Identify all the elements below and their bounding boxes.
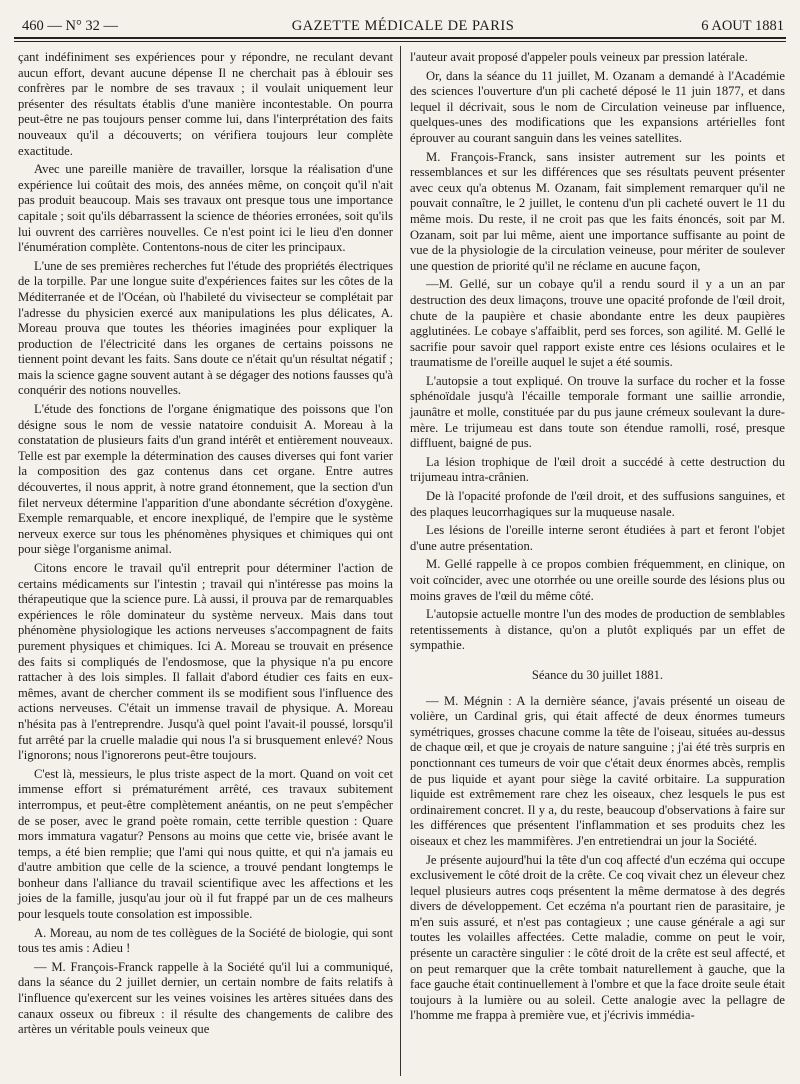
paragraph: çant indéfiniment ses expériences pour y répondre, ne reculant devant aucun effort, devant aucune dépense Il ne cherchait pas à éblouir ses confrères par le nombre de ses travaux ; il voulait uniquement leur présenter des résultats établis d'une manière incontestable. On pourra peut-être ne pas toujours penser comme lui, dans l'interprétation des faits nouveaux qu'il a découverts; on vérifiera toujours leur complète exactitude. (18, 50, 393, 158)
paragraph: M. Gellé rappelle à ce propos combien fréquemment, en clinique, on voit coïncider, avec une otorrhée ou une oreille sourde des lésions plus ou moins graves de l'œil du même côté. (410, 557, 785, 603)
journal-title: GAZETTE MÉDICALE DE PARIS (291, 18, 515, 34)
paragraph: Or, dans la séance du 11 juillet, M. Ozanam a demandé à l'Académie des sciences l'ouverture d'un pli cacheté déposé le 11 juin 1877, et dans lequel il décrivait, sous le nom de Circulation veineuse par influence, quelques-unes des modifications que les expansions artérielles font éprouver au courant sanguin dans les veines satellites. (410, 68, 785, 145)
paragraph: Citons encore le travail qu'il entreprit pour déterminer l'action de certains médicaments sur l'intestin ; travail qui n'intéresse pas moins la thérapeutique que la science pure. Là aussi, il prouva par de remarquables expériences le rôle dominateur du système nerveux. Mais dans tout phénomène physiologique les actions nerveuses s'accompagnent de faits purement physiques et chimiques. Ici A. Moreau se trouvait en présence des faits si compliqués de l'endosmose, que la physique n'a pu encore rattacher à des lois simples. Il fallait d'abord étudier ces faits en eux-mêmes, avant de chercher comment ils se modifient sous l'influence des actions nerveuses. C'était un immense travail de physique. A. Moreau n'hésita pas à l'entreprendre. Jusqu'à quel point l'avait-il poussé, lorsqu'il fut arrêté par la cruelle maladie qui nous l'a si brusquement enlevé? Nous l'ignorons; nous l'ignorerons peut-être toujours. (18, 561, 393, 763)
right-column (410, 50, 785, 1027)
paragraph: Avec une pareille manière de travailler, lorsque la réalisation d'une expérience lui coûtait des mois, des années même, on conçoit qu'il n'ait pas produit beaucoup. Mais ses travaux ont presque tous une importance capitale ; soit qu'ils débarrassent la science de théories erronées, soit qu'ils lui ouvrent des carrières nouvelles. Ce n'est point ici le lieu d'en donner l'énumération complète. Contentons-nous de citer les principaux. (18, 162, 393, 255)
paragraph: L'une de ses premières recherches fut l'étude des propriétés électriques de la torpille. Par une longue suite d'expériences faites sur les côtes de la Méditerranée et de l'Océan, où l'habileté du vivisecteur se complétait par l'adresse du physicien exercé aux manipulations les plus délicates, A. Moreau prouva que toutes les théories imaginées pour expliquer la production de l'électricité dans les organes de certains poissons ne tiennent point devant les faits. Sans doute ce n'était qu'un résultat négatif ; mais la science gagne souvent autant à se dégager des notions fausses qu'à conquérir des notions nouvelles. (18, 258, 393, 398)
paragraph: L'autopsie a tout expliqué. On trouve la surface du rocher et la fosse sphénoïdale jusqu'à l'écaille temporale formant une saillie arrondie, jaunâtre et molle, constituée par du pus jaune crémeux soulevant la dure-mère. Le trijumeau est dans toute son étendue ramolli, rosé, presque diffluent, baigné de pus. (410, 373, 785, 451)
header-rule-thin (14, 41, 786, 42)
paragraph: Les lésions de l'oreille interne seront étudiées à part et feront l'objet d'une autre présentation. (410, 523, 785, 553)
paragraph: De là l'opacité profonde de l'œil droit, et des suffusions sanguines, et des plaques leucorrhagiques sur la muqueuse nasale. (410, 489, 785, 519)
paragraph: C'est là, messieurs, le plus triste aspect de la mort. Quand on voit cet immense effort si prématurément arrêté, ces travaux subitement interrompus, et peut-être complètement anéantis, on ne peut s'empêcher de se poser, avec le grand poète romain, cette terrible question : Quare mors immatura vagatur? Pensons au moins que cette vie, brisée avant le temps, a été bien remplie; que l'ami qui nous quitte, et qui n'a jamais eu d'autre ambition que celle de la science, a trouvé pendant longtemps le bonheur dans l'alliance du travail scientifique avec les affections et les joies de la famille, jusqu'au jour où il fut frappé par un de ces malheurs pour lesquels toute consolation est impossible. (18, 766, 393, 922)
paragraph: Je présente aujourd'hui la tête d'un coq affecté d'un eczéma qui occupe exclusivement le côté droit de la crête. Ce coq vivait chez un éleveur chez lequel plusieurs autres coqs présentent la même dermatose à des degrés divers de développement. Cet eczéma n'a pourtant rien de parasitaire, je m'en suis assuré, et n'est pas contagieux ; une cause générale a agi sur toutes les volailles affectées. Cette maladie, comme on peut le voir, présente un caractère singulier : le côté droit de la crête est seul affecté, et on peut remarquer que la crête tombait naturellement à gauche, que la face gauche était continuellement à l'ombre et que la face droite seule était toujours à la lumière ou au soleil. Cette analogie avec la pellagre de l'homme me frappa à première vue, et j'écrivis immédia- (410, 852, 785, 1023)
paragraph: l'auteur avait proposé d'appeler pouls veineux par pression latérale. (410, 50, 748, 64)
issue-date: 6 AOUT 1881 (701, 18, 784, 34)
page-number: 460 — N° 32 — (22, 18, 119, 34)
page-header (22, 14, 784, 36)
left-column (18, 50, 393, 1041)
header-rule-thick (14, 37, 786, 39)
column-divider (400, 46, 401, 1076)
paragraph: —M. Gellé, sur un cobaye qu'il a rendu sourd il y a un an par destruction des deux limaçons, trouve une opacité profonde de l'œil droit, chute de la paupière et chasie abondante entre les deux paupières agglutinées. Le cobaye s'affaiblit, perd ses forces, son agilité. M. Gellé le sacrifie pour savoir quel rapport existe entre ces lésions oculaires et le traumatisme de l'oreille auquel le sujet a été soumis. (410, 277, 785, 370)
session-heading: Séance du 30 juillet 1881. (531, 667, 664, 682)
paragraph: — M. Mégnin : A la dernière séance, j'avais présenté un oiseau de volière, un Cardinal gris, qui était affecté de deux énormes tumeurs symétriques, grosses chacune comme la tête de l'oiseau, situées au-dessus de chaque œil, et que je croyais de nature sanguine ; j'ai été très surpris en ponctionnant ces tumeurs de voir que c'était deux énormes abcès, remplis de pus liquide et ayant pour siège la cavité orbitaire. La suppuration liquide est extrêmement rare chez les oiseaux, chez lesquels le pus est ordinairement concret. Il y a, du reste, beaucoup d'observations à faire sur les différences que présentent l'inflammation et ses produits chez les oiseaux et chez les mammifères. J'en entretiendrai un jour la Société. (410, 693, 785, 848)
paragraph: M. François-Franck, sans insister autrement sur les points et ressemblances et sur les différences que ses résultats peuvent présenter avec ceux qu'a obtenus M. Ozanam, fait simplement remarquer qu'il ne pouvait connaître, le 2 juillet, le contenu d'un pli cacheté ouvert le 11 du même mois. Du reste, il ne croit pas que les faits énoncés, soit par M. Ozanam, soit par lui même, aient une importance suffisante au point de vue de la physiologie de la circulation veineuse, pour mériter de soulever une question de priorité qu'il ne réclame en aucune façon, (410, 149, 785, 273)
paragraph: L'autopsie actuelle montre l'un des modes de production de semblables retentissements à distance, qu'on a plutôt expliqués par un effet de sympathie. (410, 607, 785, 653)
paragraph: L'étude des fonctions de l'organe énigmatique des poissons que l'on désigne sous le nom de vessie natatoire conduisit A. Moreau à la constatation de plusieurs faits d'un grand intérêt et entièrement nouveaux. Telle est par exemple la détermination des causes diverses qui font varier la composition des gaz contenus dans cet organe. Entre autres découvertes, il nous apprit, à notre grand étonnement, que la section d'un filet nerveux détermine l'apparition d'une abondante sécrétion d'oxygène. Exemple remarquable, et encore inexpliqué, de l'empire que le système nerveux exerce sur tous les phénomènes physiques et chimiques qui ont pour siège l'organisme animal. (18, 402, 393, 557)
paragraph: A. Moreau, au nom de tes collègues de la Société de biologie, qui sont tous tes amis : Adieu ! (18, 925, 393, 956)
paragraph: La lésion trophique de l'œil droit a succédé à cette destruction du trijumeau intra-crânien. (410, 454, 785, 485)
paragraph: — M. François-Franck rappelle à la Société qu'il lui a communiqué, dans la séance du 2 juillet dernier, un certain nombre de faits relatifs à l'influence qu'exercent sur les veines voisines les artères situées dans des canaux osseux ou fibreux : il résulte des changements de calibre des artères un véritable pouls veineux que (18, 959, 393, 1037)
